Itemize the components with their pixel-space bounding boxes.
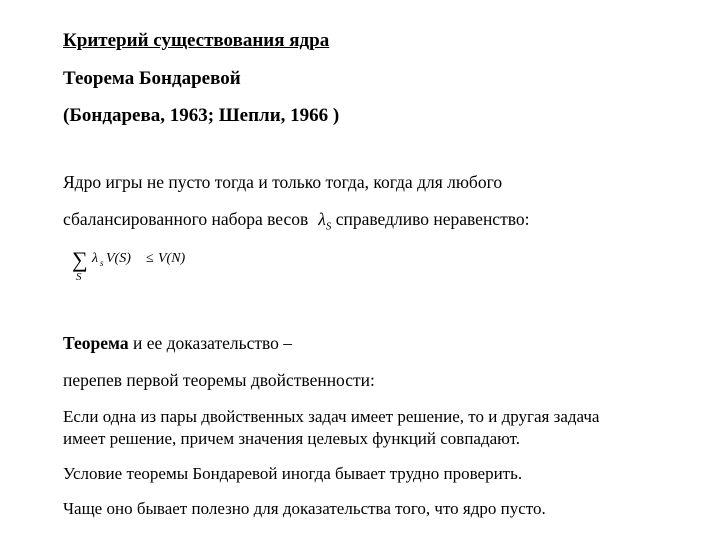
citation: (Бондарева, 1963; Шепли, 1966 ) bbox=[63, 105, 340, 126]
slide-title: Критерий существования ядра bbox=[63, 30, 330, 51]
theorem-bold: Теорема bbox=[63, 333, 129, 353]
sum-symbol: ∑ bbox=[72, 247, 88, 272]
duality-theorem-line-1: Если одна из пары двойственных задач имеет решение, то и другая задача bbox=[63, 407, 600, 426]
formula-lhs: V(S) bbox=[106, 251, 131, 266]
empty-core-note: Чаще оно бывает полезно для доказательства того, что ядро пусто. bbox=[63, 499, 546, 518]
statement-lambda-subscript: S bbox=[325, 220, 332, 233]
statement-line-2-suffix: справедливо неравенство: bbox=[331, 209, 530, 229]
theorem-note bbox=[63, 335, 292, 353]
sum-index: S bbox=[76, 271, 82, 283]
theorem-name: Теорема Бондаревой bbox=[63, 68, 241, 89]
formula-lambda: λ bbox=[92, 251, 99, 266]
inequality-formula bbox=[68, 247, 238, 287]
statement-line-1: Ядро игры не пусто тогда и только тогда, когда для любого bbox=[63, 172, 503, 192]
duality-theorem-line-2: имеет решение, причем значения целевых функций совпадают. bbox=[63, 429, 521, 448]
statement-line-2 bbox=[63, 211, 529, 233]
statement-lambda bbox=[318, 209, 332, 233]
statement-lambda-symbol: λ bbox=[318, 209, 326, 229]
formula-relation: ≤ bbox=[146, 251, 154, 266]
condition-note: Условие теоремы Бондаревой иногда бывает трудно проверить. bbox=[63, 464, 523, 483]
formula-lambda-subscript: s bbox=[100, 258, 104, 268]
statement-line-2-prefix: сбалансированного набора весов bbox=[63, 209, 309, 229]
formula-rhs: V(N) bbox=[158, 251, 186, 266]
duality-reference: перепев первой теоремы двойственности: bbox=[63, 370, 375, 390]
theorem-rest: и ее доказательство – bbox=[128, 333, 293, 353]
